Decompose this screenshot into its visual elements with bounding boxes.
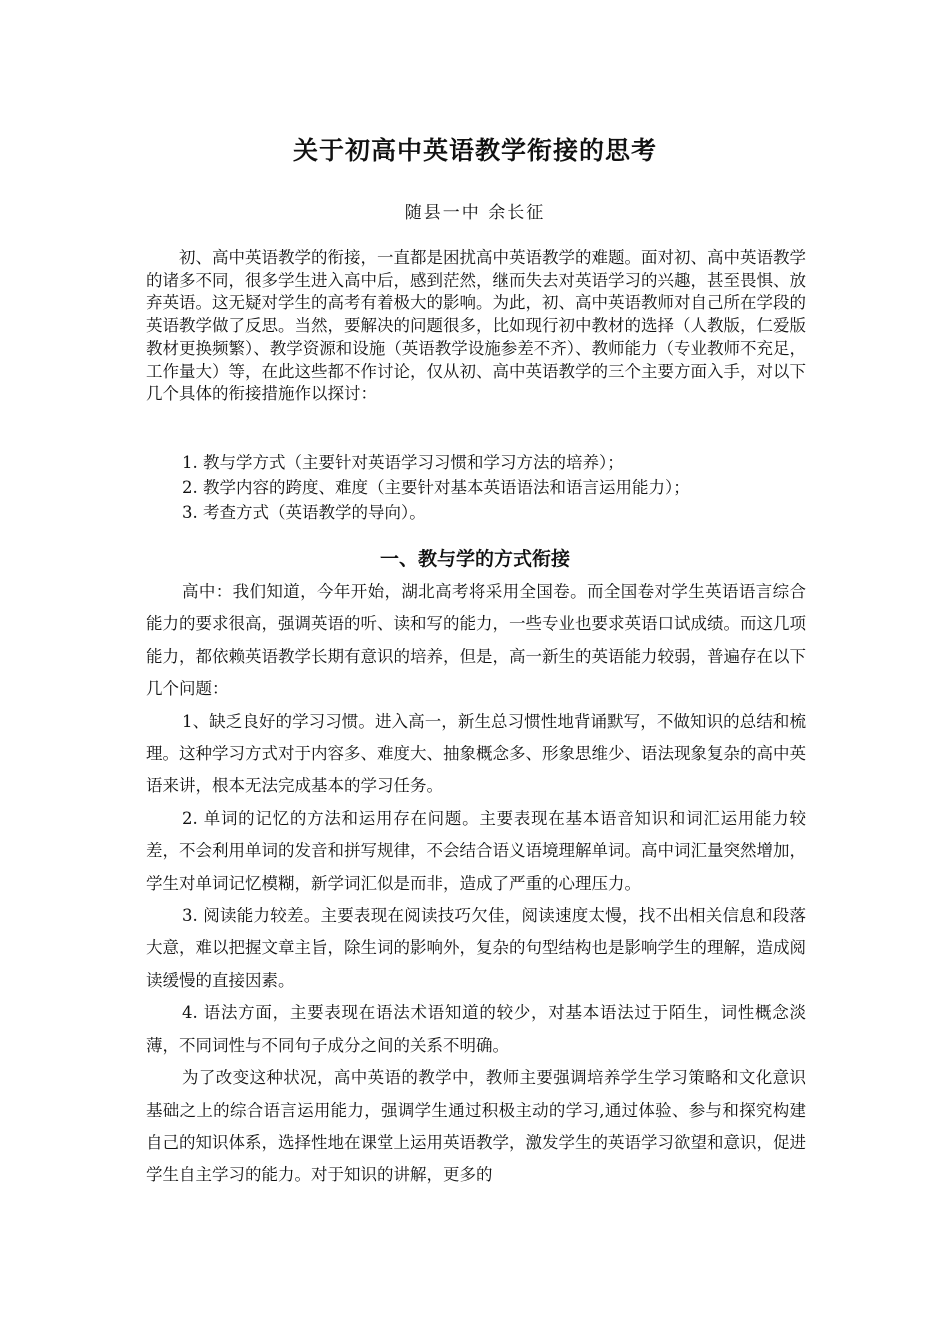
section-body xyxy=(146,576,806,1192)
body-paragraph: 4. 语法方面，主要表现在语法术语知道的较少，对基本语法过于陌生，词性概念淡薄，不同词性与不同句子成分之间的关系不明确。 xyxy=(146,1003,806,1055)
topic-list xyxy=(146,450,806,525)
section-heading: 一、教与学的方式衔接 xyxy=(379,548,570,570)
list-item: 1. 教与学方式（主要针对英语学习习惯和学习方法的培养）； xyxy=(182,453,624,472)
list-item: 3. 考查方式（英语教学的导向）。 xyxy=(182,503,426,522)
body-paragraph: 高中：我们知道，今年开始，湖北高考将采用全国卷。而全国卷对学生英语语言综合能力的要求很高，强调英语的听、读和写的能力，一些专业也要求英语口试成绩。而这几项能力，都依赖英语教学长期有意识的培养，但是，高一新生的英语能力较弱，普遍存在以下几个问题： xyxy=(146,582,806,699)
author-line: 随县一中 余长征 xyxy=(404,203,546,223)
body-paragraph: 1、缺乏良好的学习习惯。进入高一，新生总习惯性地背诵默写，不做知识的总结和梳理。这种学习方式对于内容多、难度大、抽象概念多、形象思维少、语法现象复杂的高中英语来讲，根本无法完成基本的学习任务。 xyxy=(146,711,806,796)
intro-paragraph: 初、高中英语教学的衔接，一直都是困扰高中英语教学的难题。面对初、高中英语教学的诸多不同，很多学生进入高中后，感到茫然，继而失去对英语学习的兴趣，甚至畏惧、放弃英语。这无疑对学生的高考有着极大的影响。为此，初、高中英语教师对自己所在学段的英语教学做了反思。当然，要解决的问题很多，比如现行初中教材的选择（人教版，仁爱版教材更换频繁）、教学资源和设施（英语教学设施参差不齐）、教师能力（专业教师不充足，工作量大）等，在此这些都不作讨论，仅从初、高中英语教学的三个主要方面入手，对以下几个具体的衔接措施作以探讨： xyxy=(146,248,806,404)
body-paragraph: 为了改变这种状况，高中英语的教学中，教师主要强调培养学生学习策略和文化意识基础之上的综合语言运用能力，强调学生通过积极主动的学习,通过体验、参与和探究构建自己的知识体系，选择性地在课堂上运用英语教学，激发学生的英语学习欲望和意识，促进学生自主学习的能力。对于知识的讲解，更多的 xyxy=(146,1068,806,1185)
document-title: 关于初高中英语教学衔接的思考 xyxy=(292,136,657,165)
body-paragraph: 2. 单词的记忆的方法和运用存在问题。主要表现在基本语音知识和词汇运用能力较差，不会利用单词的发音和拼写规律，不会结合语义语境理解单词。高中词汇量突然增加，学生对单词记忆模糊，新学词汇似是而非，造成了严重的心理压力。 xyxy=(146,808,806,893)
body-paragraph: 3. 阅读能力较差。主要表现在阅读技巧欠佳，阅读速度太慢，找不出相关信息和段落大意，难以把握文章主旨，除生词的影响外，复杂的句型结构也是影响学生的理解，造成阅读缓慢的直接因素。 xyxy=(146,906,806,990)
list-item: 2. 教学内容的跨度、难度（主要针对基本英语语法和语言运用能力）； xyxy=(182,478,690,497)
